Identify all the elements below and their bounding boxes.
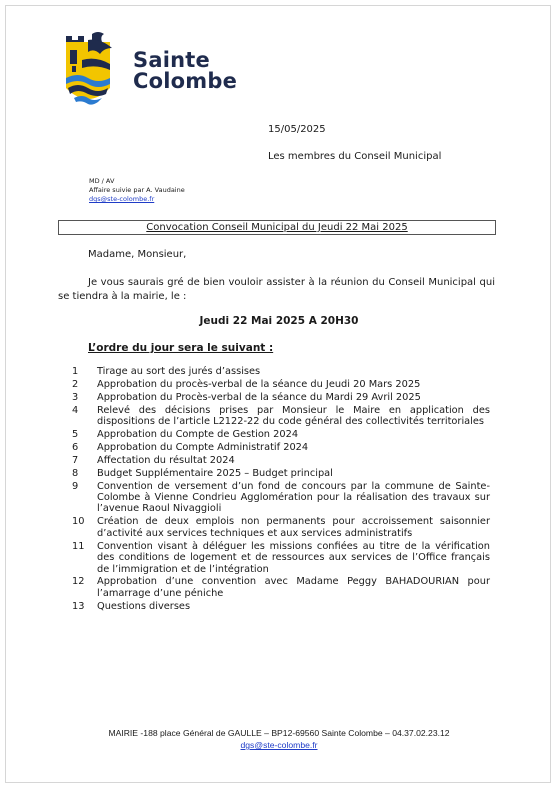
- meeting-date: Jeudi 22 Mai 2025 A 20H30: [199, 315, 359, 327]
- reference-block: [89, 177, 185, 204]
- agenda-item-number: 4: [72, 404, 79, 416]
- agenda-item-number: 9: [72, 480, 79, 492]
- agenda-item-number: 6: [72, 441, 79, 453]
- brand-line-1: Sainte: [133, 48, 210, 72]
- agenda-item-text: Convention de versement d’un fond de concours par la commune de Sainte-Colombe à Vienne Condrieu Agglomération pour la réalisation des travaux sur l’avenue Raoul Nivaggioli: [97, 480, 490, 515]
- letter-date: 15/05/2025: [268, 124, 326, 135]
- agenda-item-text: Création de deux emplois non permanents pour accroissement saisonnier d’activité aux services techniques et aux services administratifs: [97, 516, 490, 539]
- brand-line-2: Colombe: [133, 69, 238, 93]
- agenda-item-text: Relevé des décisions prises par Monsieur le Maire en application des dispositions de l’article L2122-22 du code général des collectivités territoriales: [97, 404, 490, 428]
- agenda-item-text: Approbation du Compte de Gestion 2024: [97, 429, 299, 441]
- agenda-item: [72, 455, 490, 466]
- salutation: Madame, Monsieur,: [88, 249, 187, 260]
- agenda-item: [72, 442, 490, 453]
- agenda-item-number: 1: [72, 366, 79, 377]
- agenda-item: [72, 481, 490, 515]
- recipient: Les membres du Conseil Municipal: [268, 151, 442, 162]
- intro-paragraph: Je vous saurais gré de bien vouloir assister à la réunion du Conseil Municipal qui se tiendra à la mairie, le :: [58, 277, 495, 302]
- agenda-item: [72, 541, 490, 575]
- agenda-item: [72, 601, 490, 612]
- agenda-item-text: Approbation du Compte Administratif 2024: [97, 441, 309, 453]
- agenda-item-text: Questions diverses: [97, 600, 191, 612]
- agenda-title: L’ordre du jour sera le suivant :: [88, 342, 274, 354]
- agenda-item-number: 11: [72, 540, 85, 552]
- agenda-item: [72, 392, 490, 403]
- affair-followed-by: Affaire suivie par A. Vaudaine: [89, 186, 185, 194]
- agenda-item-number: 13: [72, 600, 85, 612]
- subject-box: [58, 220, 496, 235]
- agenda-item: [72, 429, 490, 440]
- agenda-item-text: Convention visant à déléguer les missions confiées au titre de la vérification des conditions de logement et de ressources aux services de l’Office français de l’immigration et de l’intégration: [97, 540, 490, 575]
- agenda-item-text: Tirage au sort des jurés d’assises: [97, 366, 261, 377]
- subject-text: Convocation Conseil Municipal du Jeudi 22 Mai 2025: [146, 222, 408, 233]
- agenda-item: [72, 468, 490, 479]
- footer: [0, 727, 558, 751]
- agenda-item-text: Approbation d’une convention avec Madame Peggy BAHADOURIAN pour l’amarrage d’une péniche: [97, 576, 490, 599]
- initials: MD / AV: [89, 177, 115, 185]
- agenda-item-text: Approbation du Procès-verbal de la séance du Mardi 29 Avril 2025: [97, 391, 421, 403]
- footer-email-link[interactable]: dgs@ste-colombe.fr: [240, 740, 318, 750]
- agenda-item-number: 8: [72, 467, 79, 479]
- agenda-item-text: Affectation du résultat 2024: [97, 454, 235, 466]
- agenda-item: [72, 516, 490, 539]
- agenda-item-number: 10: [72, 516, 85, 528]
- agenda-item-number: 5: [72, 429, 79, 441]
- agenda-item: [72, 379, 490, 390]
- agenda-item: [72, 366, 490, 377]
- agenda-item-text: Approbation du procès-verbal de la séance du Jeudi 20 Mars 2025: [97, 378, 421, 390]
- agenda-item-number: 7: [72, 454, 79, 466]
- agenda-item: [72, 576, 490, 599]
- agenda-item-number: 3: [72, 391, 79, 403]
- agenda-item-text: Budget Supplémentaire 2025 – Budget principal: [97, 467, 333, 479]
- footer-address: MAIRIE -188 place Général de GAULLE – BP12-69560 Sainte Colombe – 04.37.02.23.12: [108, 728, 450, 738]
- agenda-item-number: 2: [72, 378, 79, 390]
- sainte-colombe-logo: [62, 30, 114, 110]
- agenda-item: [72, 405, 490, 428]
- contact-email-link[interactable]: dgs@ste-colombe.fr: [89, 195, 155, 203]
- brand-name: [133, 50, 237, 92]
- agenda-item-number: 12: [72, 576, 85, 588]
- agenda-list: [72, 366, 490, 614]
